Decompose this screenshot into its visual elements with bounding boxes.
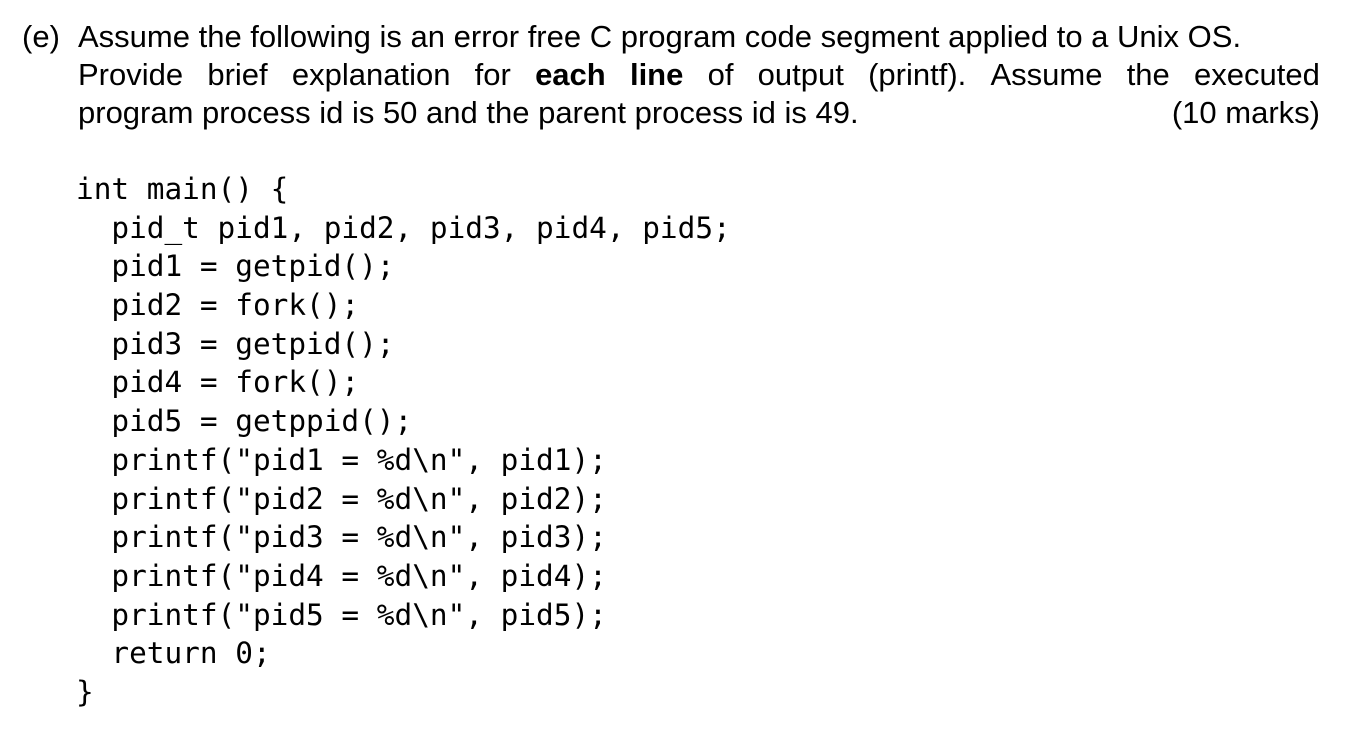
question-line-3	[22, 94, 1320, 132]
question-text-line-1: Assume the following is an error free C program code segment applied to a Unix OS.	[78, 19, 1242, 54]
word: for	[474, 57, 511, 92]
code-line: pid_t pid1, pid2, pid3, pid4, pid5;	[76, 210, 731, 245]
word: the	[1126, 57, 1170, 92]
word: Assume	[990, 57, 1103, 92]
code-line: printf("pid1 = %d\n", pid1);	[76, 442, 607, 477]
code-line: pid5 = getppid();	[76, 404, 413, 439]
question-block	[22, 18, 1320, 132]
word: Provide	[78, 57, 184, 92]
code-line: return 0;	[76, 636, 271, 671]
code-line: pid4 = fork();	[76, 365, 360, 400]
question-text-line-3-row	[78, 94, 1320, 132]
word: executed	[1194, 57, 1320, 92]
code-line: pid3 = getpid();	[76, 326, 395, 361]
code-line: printf("pid4 = %d\n", pid4);	[76, 558, 607, 593]
code-line: printf("pid2 = %d\n", pid2);	[76, 481, 607, 516]
question-line-1	[22, 18, 1320, 56]
question-line-2	[22, 56, 1320, 94]
code-line: printf("pid3 = %d\n", pid3);	[76, 520, 607, 555]
code-line: pid2 = fork();	[76, 288, 360, 323]
word: brief	[207, 57, 268, 92]
code-line: pid1 = getpid();	[76, 249, 395, 284]
question-text-line-2	[78, 56, 1320, 94]
word: explanation	[291, 57, 451, 92]
code-line: int main() {	[76, 172, 289, 206]
bold-word: each	[535, 57, 606, 92]
code-block	[76, 170, 731, 712]
bold-word: line	[629, 57, 684, 92]
marks-label: (10 marks)	[1171, 95, 1320, 130]
word: of	[707, 57, 734, 92]
question-label: (e)	[22, 19, 60, 54]
question-text-line-3: program process id is 50 and the parent process id is 49.	[78, 95, 859, 130]
code-line: printf("pid5 = %d\n", pid5);	[76, 597, 607, 632]
word: output	[757, 57, 844, 92]
word: (printf).	[868, 57, 967, 92]
code-line: }	[76, 674, 94, 709]
